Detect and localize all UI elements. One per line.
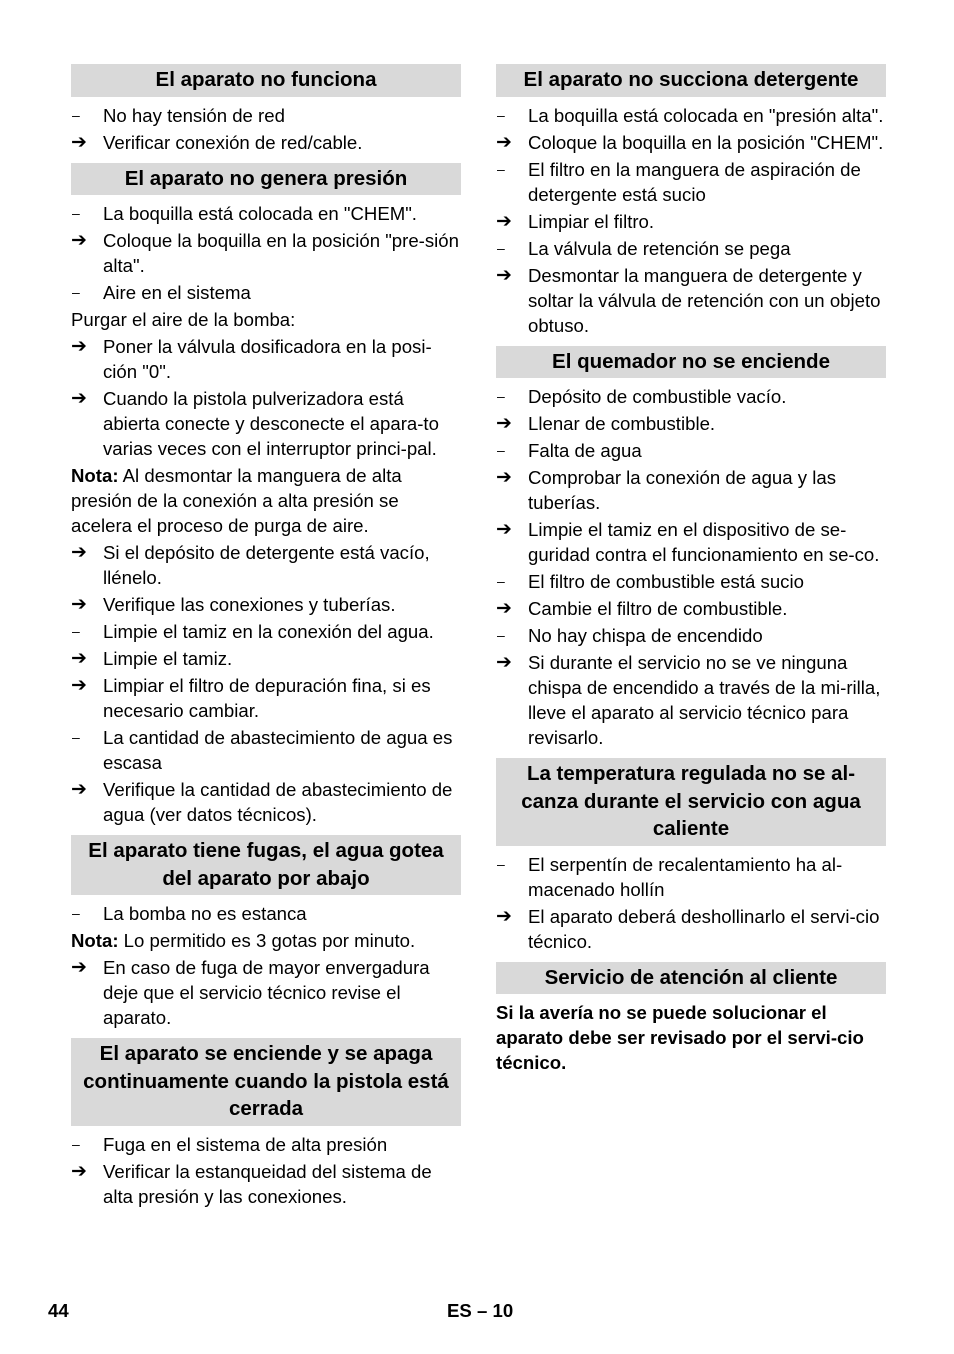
page-number: 44 bbox=[48, 1300, 69, 1321]
item-text: El filtro en la manguera de aspiración de detergente está sucio bbox=[528, 158, 861, 205]
item-text: La boquilla está colocada en "CHEM". bbox=[103, 203, 417, 224]
problem-item bbox=[496, 157, 886, 207]
dash-marker: – bbox=[497, 106, 505, 123]
note-text: Lo permitido es 3 gotas por minuto. bbox=[118, 930, 416, 951]
problem-item bbox=[496, 569, 886, 594]
arrow-right-icon: ➔ bbox=[496, 264, 512, 286]
item-text: No hay tensión de red bbox=[103, 104, 285, 126]
footer-page-reference bbox=[447, 1300, 513, 1322]
remedy-item bbox=[71, 955, 461, 1030]
item-text: Desmontar la manguera de detergente y soltar la válvula de retención con un objeto obtuso. bbox=[528, 264, 881, 336]
remedy-item bbox=[496, 596, 886, 621]
dash-marker: – bbox=[497, 573, 505, 589]
arrow-right-icon: ➔ bbox=[496, 210, 512, 232]
remedy-item bbox=[496, 465, 886, 515]
dash-marker: – bbox=[72, 905, 80, 921]
dash-marker: – bbox=[497, 160, 505, 177]
arrow-right-icon: ➔ bbox=[71, 131, 87, 153]
right-column bbox=[496, 64, 886, 1081]
problem-item bbox=[71, 1132, 461, 1157]
remedy-item bbox=[71, 777, 461, 827]
item-text: Si el depósito de detergente está vacío, llénelo. bbox=[103, 542, 430, 588]
dash-marker: – bbox=[72, 1135, 80, 1152]
arrow-right-icon: ➔ bbox=[71, 542, 87, 563]
arrow-right-icon: ➔ bbox=[71, 336, 87, 357]
item-text: Limpie el tamiz. bbox=[103, 648, 233, 669]
item-text: Coloque la boquilla en la posición "CHEM". bbox=[528, 131, 884, 153]
item-text: No hay chispa de encendido bbox=[528, 625, 763, 646]
problem-item bbox=[496, 623, 886, 648]
dash-marker: – bbox=[497, 855, 505, 872]
remedy-item bbox=[71, 228, 461, 278]
item-text: Depósito de combustible vacío. bbox=[528, 386, 787, 407]
remedy-item bbox=[496, 517, 886, 567]
item-text: Cuando la pistola pulverizadora está abierta conecte y desconecte el apara-to varias veces con el interruptor princi-pal. bbox=[103, 388, 439, 459]
service-notice: Si la avería no se puede solucionar el aparato debe ser revisado por el servi-cio técnico. bbox=[496, 1002, 864, 1073]
dash-marker: – bbox=[72, 284, 80, 300]
page-ref: – 10 bbox=[476, 1300, 514, 1321]
item-text: Limpie el tamiz en el dispositivo de se-guridad contra el funcionamiento en se-co. bbox=[528, 519, 880, 565]
problem-item bbox=[496, 438, 886, 463]
remedy-item bbox=[496, 263, 886, 338]
arrow-right-icon: ➔ bbox=[71, 648, 87, 669]
item-text: Llenar de combustible. bbox=[528, 413, 716, 434]
arrow-right-icon: ➔ bbox=[496, 519, 512, 540]
section-heading: El aparato no funciona bbox=[71, 64, 461, 97]
note-paragraph bbox=[71, 928, 461, 953]
dash-marker: – bbox=[72, 623, 80, 639]
section-heading: El aparato se enciende y se apaga continuamente cuando la pistola está cerrada bbox=[71, 1038, 461, 1126]
remedy-item bbox=[496, 209, 886, 234]
problem-item bbox=[496, 384, 886, 409]
arrow-right-icon: ➔ bbox=[71, 388, 87, 409]
problem-item bbox=[71, 619, 461, 644]
remedy-item bbox=[71, 1159, 461, 1209]
arrow-right-icon: ➔ bbox=[496, 131, 512, 153]
item-text: Limpiar el filtro de depuración fina, si es necesario cambiar. bbox=[103, 675, 431, 721]
problem-item bbox=[71, 280, 461, 305]
item-text: El serpentín de recalentamiento ha al-macenado hollín bbox=[528, 853, 843, 900]
item-text: Fuga en el sistema de alta presión bbox=[103, 1133, 388, 1155]
item-text: La cantidad de abastecimiento de agua es escasa bbox=[103, 727, 453, 773]
note-label: Nota: bbox=[71, 465, 119, 486]
item-text: Verificar conexión de red/cable. bbox=[103, 131, 363, 153]
arrow-right-icon: ➔ bbox=[496, 598, 512, 619]
section-heading: El aparato no succiona detergente bbox=[496, 64, 886, 97]
item-text: La válvula de retención se pega bbox=[528, 237, 791, 259]
dash-marker: – bbox=[72, 729, 80, 745]
remedy-item bbox=[71, 386, 461, 461]
dash-marker: – bbox=[497, 442, 505, 458]
language-code: ES bbox=[447, 1300, 472, 1321]
item-text: Falta de agua bbox=[528, 440, 642, 461]
dash-marker: – bbox=[497, 239, 505, 256]
item-text: Aire en el sistema bbox=[103, 282, 251, 303]
remedy-item bbox=[496, 904, 886, 954]
remedy-item bbox=[71, 130, 461, 155]
remedy-item bbox=[71, 673, 461, 723]
arrow-right-icon: ➔ bbox=[496, 467, 512, 488]
remedy-item bbox=[71, 646, 461, 671]
problem-item bbox=[496, 852, 886, 902]
dash-marker: – bbox=[497, 627, 505, 643]
item-text: Poner la válvula dosificadora en la posi-ción "0". bbox=[103, 336, 432, 382]
dash-marker: – bbox=[72, 205, 80, 221]
note-label: Nota: bbox=[71, 930, 119, 951]
arrow-right-icon: ➔ bbox=[496, 905, 512, 927]
problem-item bbox=[71, 103, 461, 128]
section-heading: El aparato no genera presión bbox=[71, 163, 461, 196]
item-text: Limpiar el filtro. bbox=[528, 210, 655, 232]
arrow-right-icon: ➔ bbox=[71, 1160, 87, 1182]
section-heading: El quemador no se enciende bbox=[496, 346, 886, 379]
dash-marker: – bbox=[497, 388, 505, 404]
dash-marker: – bbox=[72, 106, 80, 123]
section-heading: La temperatura regulada no se al-canza durante el servicio con agua caliente bbox=[496, 758, 886, 846]
section-heading: Servicio de atención al cliente bbox=[496, 962, 886, 995]
item-text: El aparato deberá deshollinarlo el servi-cio técnico. bbox=[528, 905, 880, 952]
item-text: Cambie el filtro de combustible. bbox=[528, 598, 788, 619]
problem-item bbox=[71, 201, 461, 226]
item-text: La bomba no es estanca bbox=[103, 903, 307, 924]
item-text: Coloque la boquilla en la posición "pre-sión alta". bbox=[103, 230, 459, 276]
arrow-right-icon: ➔ bbox=[496, 652, 512, 673]
arrow-right-icon: ➔ bbox=[71, 779, 87, 800]
note-text: Al desmontar la manguera de alta presión de la conexión a alta presión se acelera el proceso de purga de aire. bbox=[71, 465, 402, 536]
problem-item bbox=[496, 103, 886, 128]
instruction-paragraph: Purgar el aire de la bomba: bbox=[71, 309, 296, 330]
arrow-right-icon: ➔ bbox=[71, 957, 87, 978]
item-text: Verifique la cantidad de abastecimiento de agua (ver datos técnicos). bbox=[103, 779, 453, 825]
arrow-right-icon: ➔ bbox=[71, 594, 87, 615]
item-text: Si durante el servicio no se ve ninguna chispa de encendido a través de la mi-rilla, lleve el aparato al servicio técnico para revisarlo. bbox=[528, 652, 881, 748]
note-paragraph bbox=[71, 463, 461, 538]
remedy-item bbox=[496, 411, 886, 436]
section-heading: El aparato tiene fugas, el agua gotea del aparato por abajo bbox=[71, 835, 461, 895]
remedy-item bbox=[71, 592, 461, 617]
item-text: Verifique las conexiones y tuberías. bbox=[103, 594, 396, 615]
problem-item bbox=[71, 901, 461, 926]
remedy-item bbox=[496, 130, 886, 155]
item-text: El filtro de combustible está sucio bbox=[528, 571, 804, 592]
left-column bbox=[71, 64, 461, 1217]
item-text: La boquilla está colocada en "presión alta". bbox=[528, 104, 884, 126]
remedy-item bbox=[71, 540, 461, 590]
arrow-right-icon: ➔ bbox=[496, 413, 512, 434]
item-text: Verificar la estanqueidad del sistema de alta presión y las conexiones. bbox=[103, 1160, 432, 1207]
problem-item bbox=[71, 725, 461, 775]
remedy-item bbox=[496, 650, 886, 750]
item-text: En caso de fuga de mayor envergadura deje que el servicio técnico revise el aparato. bbox=[103, 957, 430, 1028]
arrow-right-icon: ➔ bbox=[71, 230, 87, 251]
problem-item bbox=[496, 236, 886, 261]
item-text: Comprobar la conexión de agua y las tuberías. bbox=[528, 467, 837, 513]
remedy-item bbox=[71, 334, 461, 384]
item-text: Limpie el tamiz en la conexión del agua. bbox=[103, 621, 434, 642]
arrow-right-icon: ➔ bbox=[71, 675, 87, 696]
